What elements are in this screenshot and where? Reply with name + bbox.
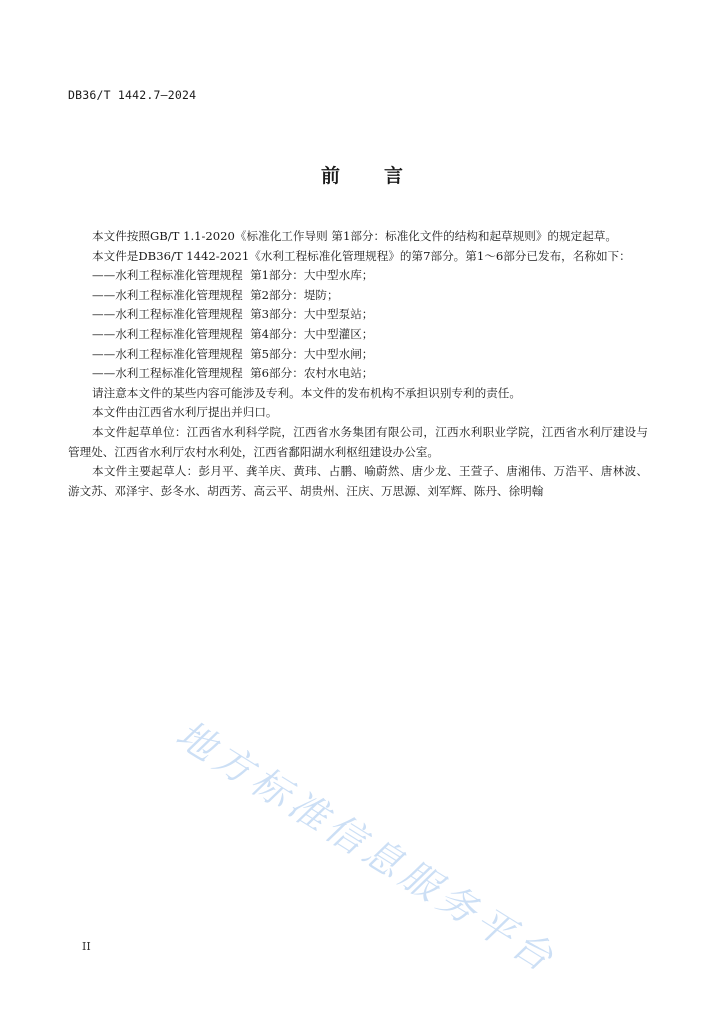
list-item: ——水利工程标准化管理规程 第5部分：大中型水闸； [92,346,374,361]
page-title [0,161,724,188]
list-item: ——水利工程标准化管理规程 第1部分：大中型水库； [92,268,374,283]
paragraph-drafters: 本文件主要起草人：彭月平、龚羊庆、黄玮、占鹏、喻蔚然、唐少龙、王萱子、唐湘伟、万浩平、唐林波、游文苏、邓泽宇、彭冬水、胡西芳、高云平、胡贵州、汪庆、万思源、刘军辉、陈丹、徐明翰 [68,464,648,498]
list-item: ——水利工程标准化管理规程 第4部分：大中型灌区； [92,326,374,341]
paragraph-series-info: 本文件是DB36/T 1442-2021《水利工程标准化管理规程》的第7部分。第1～6部分已发布，名称如下： [92,248,631,263]
paragraph-proposer: 本文件由江西省水利厅提出并归口。 [92,405,278,420]
paragraph-drafting-basis: 本文件按照GB/T 1.1-2020《标准化工作导则 第1部分：标准化文件的结构和起草规则》的规定起草。 [92,229,617,243]
title-char-1: 前 [320,165,340,187]
paragraph-patent-notice: 请注意本文件的某些内容可能涉及专利。本文件的发布机构不承担识别专利的责任。 [92,385,521,400]
title-char-2: 言 [384,165,404,187]
paragraph-drafting-units: 本文件起草单位：江西省水利科学院，江西省水务集团有限公司，江西水利职业学院，江西省水利厅建设与管理处、江西省水利厅农村水利处，江西省鄱阳湖水利枢纽建设办公室。 [68,424,648,459]
page-number: II [82,940,91,953]
list-item: ——水利工程标准化管理规程 第3部分：大中型泵站； [92,307,374,322]
watermark: 地方标准信息服务平台 [168,711,565,983]
document-code: DB36/T 1442.7—2024 [68,88,197,102]
foreword-body [68,227,648,501]
list-item: ——水利工程标准化管理规程 第2部分：堤防； [92,287,339,302]
list-item: ——水利工程标准化管理规程 第6部分：农村水电站； [92,366,374,381]
